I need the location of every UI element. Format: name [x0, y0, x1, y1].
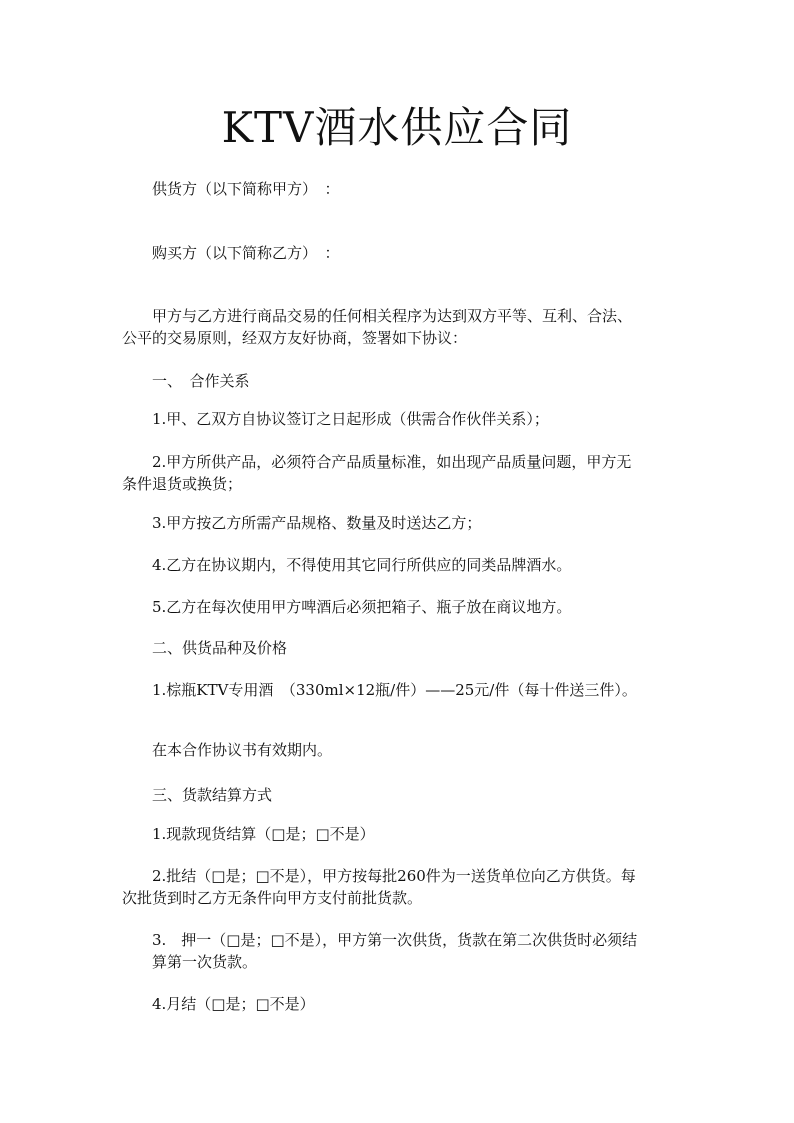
buyer-line: 购买方（以下简称乙方） ：: [152, 244, 340, 262]
item-line: 次批货到时乙方无条件向甲方支付前批货款。: [122, 889, 423, 907]
item-line: 3. 押一（□是；□不是），甲方第一次供货，货款在第二次供货时必须结: [152, 931, 638, 949]
section3-heading: 三、货款结算方式: [152, 786, 273, 804]
section1-item-1: 1.甲、乙双方自协议签订之日起形成（供需合作伙伴关系）；: [152, 410, 549, 428]
item-line: 2.甲方所供产品，必须符合产品质量标准，如出现产品质量问题，甲方无: [152, 453, 632, 471]
item-line: 算第一次货款。: [152, 953, 258, 971]
section2-heading: 二、供货品种及价格: [152, 639, 288, 657]
intro-line: 甲方与乙方进行商品交易的任何相关程序为达到双方平等、互利、合法、: [152, 307, 633, 325]
section3-item-1: 1.现款现货结算（□是；□不是）: [152, 825, 375, 843]
item-line: 2.批结（□是；□不是），甲方按每批260件为一送货单位向乙方供货。每: [152, 867, 636, 885]
section1-item-4: 4.乙方在协议期内，不得使用其它同行所供应的同类品牌酒水。: [152, 556, 572, 574]
document-title: KTV酒水供应合同: [221, 103, 573, 152]
item-line: 条件退货或换货；: [122, 475, 243, 493]
section3-item-2: [122, 865, 678, 909]
supplier-line: 供货方（以下简称甲方） ：: [152, 180, 340, 198]
intro-paragraph: [122, 305, 678, 349]
intro-line: 公平的交易原则，经双方友好协商，签署如下协议：: [122, 329, 468, 347]
section1-item-3: 3.甲方按乙方所需产品规格、数量及时送达乙方；: [152, 514, 482, 532]
section1-item-2: [122, 451, 678, 495]
section2-item-1: 1.棕瓶KTV专用酒 （330ml×12瓶/件）——25元/件（每十件送三件）。: [152, 681, 637, 699]
section3-item-4: 4.月结（□是；□不是）: [152, 995, 315, 1013]
section3-item-3: [122, 929, 678, 973]
section2-note: 在本合作协议书有效期内。: [152, 741, 333, 759]
section1-heading: 一、 合作关系: [152, 372, 250, 390]
section1-item-5: 5.乙方在每次使用甲方啤酒后必须把箱子、瓶子放在商议地方。: [152, 598, 572, 616]
